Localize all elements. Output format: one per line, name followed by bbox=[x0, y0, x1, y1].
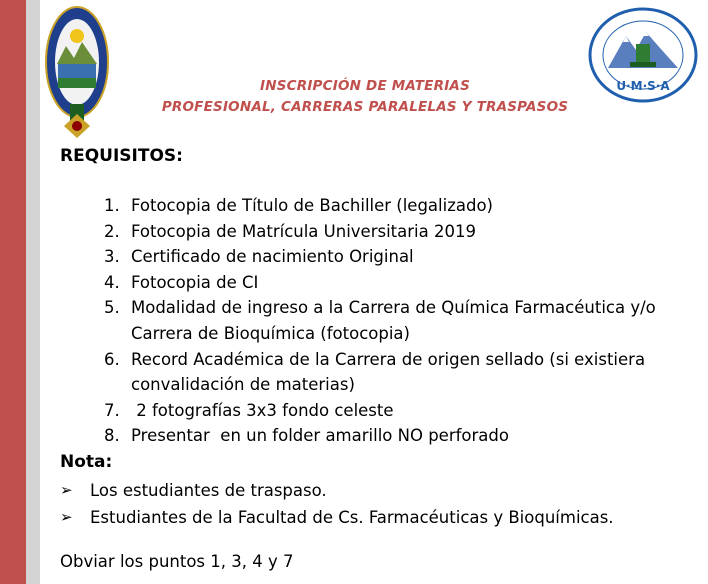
item-text: Estudiantes de la Facultad de Cs. Farmacéuticas y Bioquímicas. bbox=[90, 508, 614, 527]
nota-title: Nota: bbox=[60, 452, 113, 472]
item-number: 4. bbox=[104, 272, 120, 292]
seal-initials: U·M·S·A bbox=[616, 79, 670, 93]
heading-line-2: PROFESIONAL, CARRERAS PARALELAS Y TRASPASOS bbox=[161, 99, 569, 115]
list-item bbox=[60, 477, 614, 504]
list-item bbox=[104, 244, 701, 270]
list-item bbox=[60, 504, 614, 531]
umsa-crest-logo bbox=[44, 4, 110, 140]
item-text: Fotocopia de Matrícula Universitaria 2019 bbox=[131, 221, 476, 241]
item-text: Fotocopia de Título de Bachiller (legalizado) bbox=[131, 196, 493, 215]
item-number: 6. bbox=[104, 349, 120, 369]
list-item bbox=[104, 423, 701, 449]
left-gray-bar bbox=[26, 0, 40, 584]
list-item bbox=[104, 347, 701, 398]
item-number: 7. bbox=[104, 400, 120, 420]
item-number: 2. bbox=[104, 221, 120, 241]
arrow-bullet-icon: ➢ bbox=[60, 481, 73, 499]
left-accent-bar bbox=[0, 0, 26, 584]
faculty-seal-logo bbox=[588, 6, 698, 104]
list-item bbox=[104, 295, 701, 346]
list-item bbox=[104, 193, 701, 219]
nota-list bbox=[60, 477, 614, 531]
footer-note: Obviar los puntos 1, 3, 4 y 7 bbox=[60, 552, 294, 571]
item-text: Record Académica de la Carrera de origen sellado (si existiera convalidación de materias) bbox=[131, 349, 646, 395]
list-item bbox=[104, 219, 701, 245]
item-text: Fotocopia de CI bbox=[131, 272, 259, 292]
requisitos-title: REQUISITOS: bbox=[60, 146, 183, 166]
item-text: Modalidad de ingreso a la Carrera de Química Farmacéutica y/o Carrera de Bioquímica (fotocopia) bbox=[131, 298, 656, 343]
list-item bbox=[104, 398, 701, 424]
item-number: 1. bbox=[104, 196, 120, 215]
heading-line-1: INSCRIPCIÓN DE MATERIAS bbox=[259, 78, 470, 94]
item-number: 3. bbox=[104, 247, 120, 267]
item-number: 8. bbox=[104, 426, 120, 446]
item-text: Los estudiantes de traspaso. bbox=[90, 481, 327, 500]
requisitos-list bbox=[104, 193, 701, 449]
item-text: Certificado de nacimiento Original bbox=[131, 247, 414, 267]
list-item bbox=[104, 270, 701, 296]
item-text: 2 fotografías 3x3 fondo celeste bbox=[131, 400, 394, 420]
arrow-bullet-icon: ➢ bbox=[60, 508, 73, 526]
item-text: Presentar en un folder amarillo NO perforado bbox=[131, 426, 509, 446]
item-number: 5. bbox=[104, 298, 120, 318]
